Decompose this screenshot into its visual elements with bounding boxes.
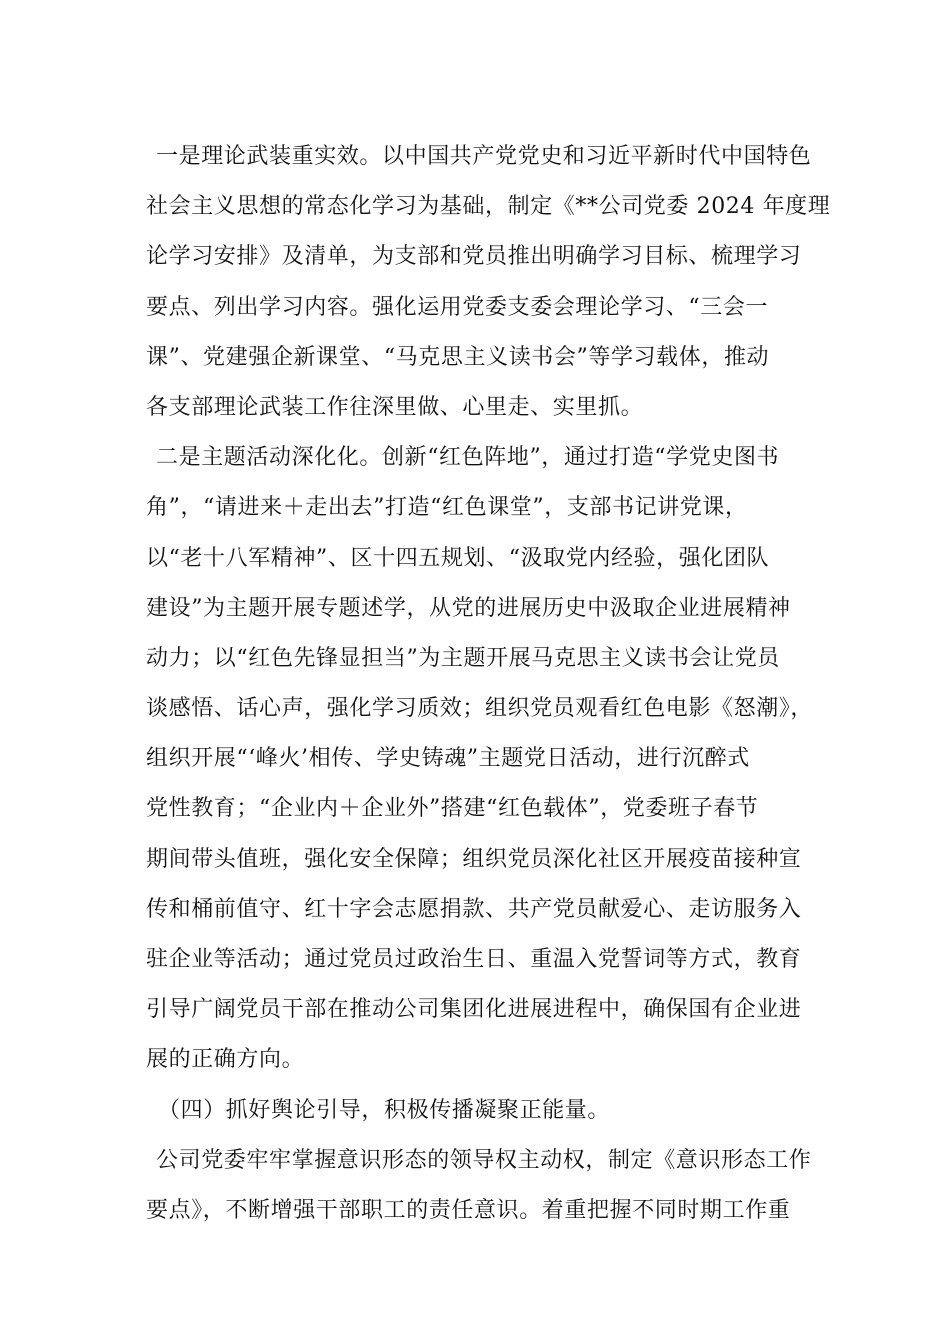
paragraph-2-line-2: 角”，“请进来＋走出去”打造“红色课堂”，支部书记讲党课， xyxy=(146,495,748,521)
paragraph-1-line-2: 社会主义思想的常态化学习为基础，制定《**公司党委 2024 年度理 xyxy=(146,194,831,220)
paragraph-2-line-8: 党性教育；“企业内＋企业外”搭建“红色载体”，党委班子春节 xyxy=(146,796,759,822)
paragraph-2-line-4: 建设”为主题开展专题述学，从党的进展历史中汲取企业进展精神 xyxy=(146,595,791,621)
paragraph-1-line-6: 各支部理论武装工作往深里做、心里走、实里抓。 xyxy=(146,394,644,420)
paragraph-2-line-1: 二是主题活动深化化。创新“红色阵地”，通过打造“学党史图书 xyxy=(156,445,780,471)
paragraph-2-line-9: 期间带头值班，强化安全保障；组织党员深化社区开展疫苗接种宣 xyxy=(146,846,802,872)
paragraph-2-line-11: 驻企业等活动；通过党员过政治生日、重温入党誓词等方式，教育 xyxy=(146,947,802,972)
section-heading: （四）抓好舆论引导，积极传播凝聚正能量。 xyxy=(158,1097,611,1123)
paragraph-3-line-2: 要点》，不断增强干部职工的责任意识。着重把握不同时期工作重 xyxy=(146,1197,791,1223)
paragraph-2-line-3: 以“老十八军精神”、区十四五规划、“汲取党内经验，强化团队 xyxy=(146,545,770,571)
paragraph-1-line-1: 一是理论武装重实效。以中国共产党党史和习近平新时代中国特色 xyxy=(156,144,812,169)
paragraph-2-line-6: 谈感悟、话心声，强化学习质效；组织党员观看红色电影《怒潮》， xyxy=(146,696,814,722)
paragraph-2-line-13: 展的正确方向。 xyxy=(146,1047,305,1073)
document-body xyxy=(146,132,831,1236)
paragraph-1-line-5: 课”、党建强企新课堂、“马克思主义读书会”等学习载体，推动 xyxy=(146,344,770,370)
paragraph-2-line-5: 动力；以“红色先锋显担当”为主题开展马克思主义读书会让党员 xyxy=(146,645,780,671)
paragraph-2-line-7: 组织开展“‘峰火’相传、学史铸魂”主题党日活动，进行沉醉式 xyxy=(146,746,750,772)
paragraph-1-line-4: 要点、列出学习内容。强化运用党委支委会理论学习、“三会一 xyxy=(146,294,769,320)
paragraph-1-line-3: 论学习安排》及清单，为支部和党员推出明确学习目标、梳理学习 xyxy=(146,244,802,270)
paragraph-2-line-10: 传和桶前值守、红十字会志愿捐款、共产党员献爱心、走访服务入 xyxy=(146,896,802,922)
paragraph-2-line-12: 引导广阔党员干部在推动公司集团化进展进程中，确保国有企业进 xyxy=(146,997,802,1023)
paragraph-3-line-1: 公司党委牢牢掌握意识形态的领导权主动权，制定《意识形态工作 xyxy=(156,1147,812,1173)
